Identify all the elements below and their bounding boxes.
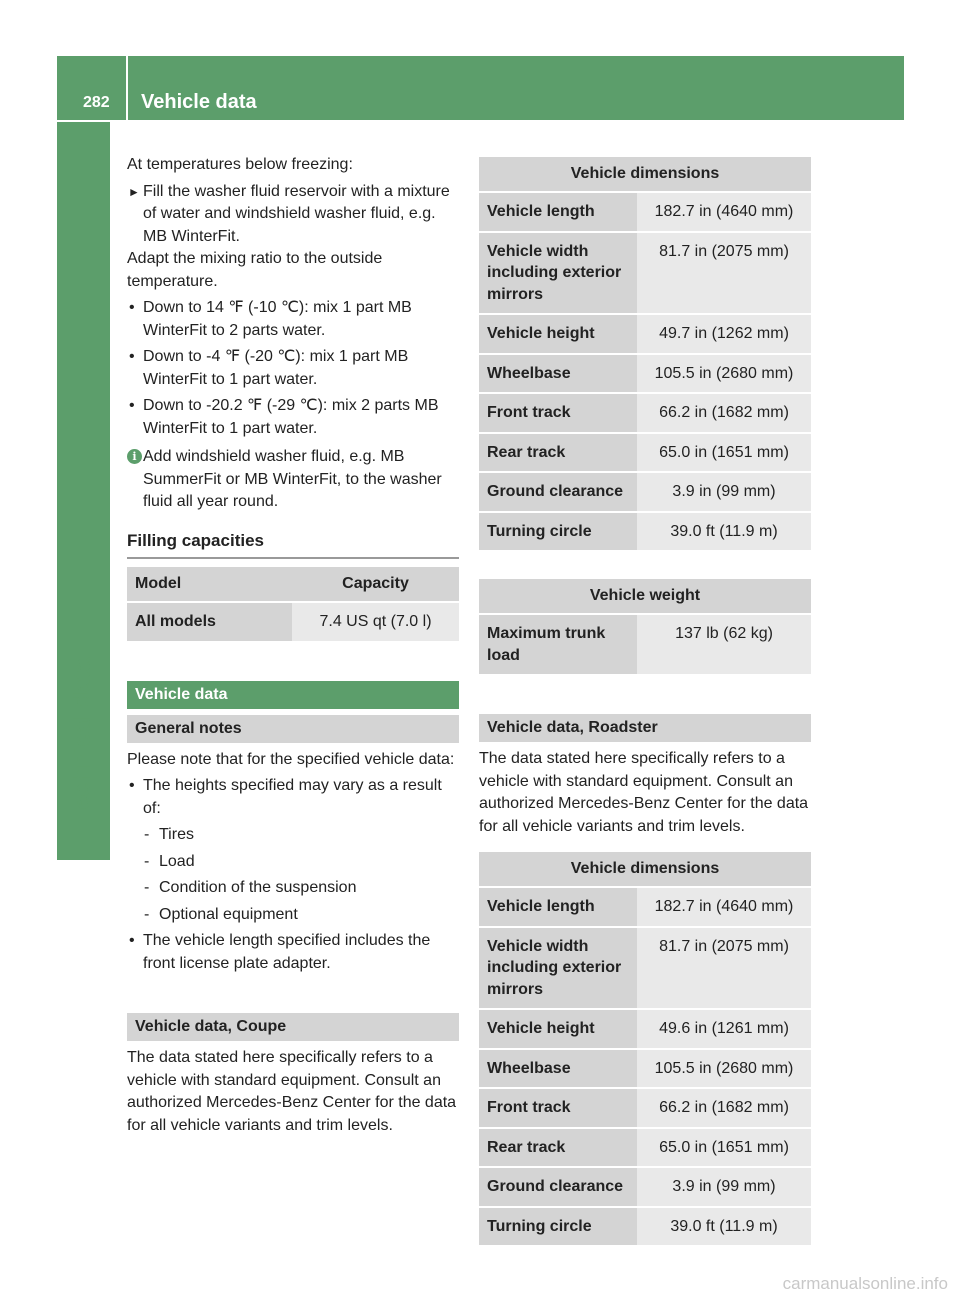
- table-row: [479, 888, 811, 926]
- roadster-heading: Vehicle data, Roadster: [479, 714, 811, 742]
- dimension-label: Vehicle width including exterior mirrors: [479, 928, 637, 1009]
- coupe-dimensions-title: Vehicle dimensions: [479, 157, 811, 191]
- dimension-value: 3.9 in (99 mm): [637, 1168, 811, 1206]
- dimension-value: 105.5 in (2680 mm): [637, 1050, 811, 1088]
- dimension-value: 65.0 in (1651 mm): [637, 1129, 811, 1167]
- coupe-weight-table: [479, 577, 811, 676]
- header-title: Vehicle data: [141, 91, 257, 113]
- dash-item: - Load: [144, 852, 195, 870]
- table-row: [479, 513, 811, 551]
- roadster-dimensions-title: Vehicle dimensions: [479, 852, 811, 886]
- dimension-value: 49.7 in (1262 mm): [637, 315, 811, 353]
- washer-bullet: • Down to 14 ℉ (‑10 ℃): mix 1 part MB WinterFit to 2 parts water.: [129, 299, 412, 339]
- footer-watermark: carmanualsonline.info: [782, 1274, 948, 1293]
- coupe-dimensions-table: [479, 155, 811, 552]
- dimension-label: Vehicle width including exterior mirrors: [479, 233, 637, 314]
- dimension-label: Rear track: [479, 434, 637, 472]
- dimension-label: Vehicle height: [479, 1010, 637, 1048]
- dimension-value: 81.7 in (2075 mm): [637, 928, 811, 1009]
- filling-capacities-title: Filling capacities: [127, 530, 459, 560]
- header-divider: [126, 56, 128, 120]
- dash-item: - Optional equipment: [144, 905, 298, 923]
- dimension-value: 65.0 in (1651 mm): [637, 434, 811, 472]
- roadster-dimensions-table: [479, 850, 811, 1247]
- dimension-value: 182.7 in (4640 mm): [637, 193, 811, 231]
- table-row: [479, 1168, 811, 1206]
- col-capacity: Capacity: [292, 567, 459, 601]
- washer-bullet: • Down to ‑20.2 ℉ (‑29 ℃): mix 2 parts MB WinterFit to 1 part water.: [129, 397, 439, 437]
- general-notes-heading: General notes: [127, 715, 459, 743]
- weight-value: 137 lb (62 kg): [637, 615, 811, 674]
- dimension-value: 182.7 in (4640 mm): [637, 888, 811, 926]
- washer-adapt: Adapt the mixing ratio to the outside temperature.: [127, 250, 383, 290]
- washer-bullet: • Down to ‑4 ℉ (‑20 ℃): mix 1 part MB WinterFit to 1 part water.: [129, 348, 409, 388]
- coupe-text: The data stated here specifically refers to a vehicle with standard equipment. Consult an authorized Mercedes-Benz Center for the data for all vehicle variants and trim levels.: [127, 1049, 457, 1134]
- table-row: [479, 434, 811, 472]
- dimension-label: Ground clearance: [479, 1168, 637, 1206]
- table-row: [479, 193, 811, 231]
- dimension-value: 105.5 in (2680 mm): [637, 355, 811, 393]
- dimension-label: Turning circle: [479, 1208, 637, 1246]
- row-capacity: 7.4 US qt (7.0 l): [292, 603, 459, 641]
- dimension-label: Ground clearance: [479, 473, 637, 511]
- filling-capacities-table: [127, 565, 459, 643]
- info-note: [127, 446, 459, 514]
- dimension-value: 66.2 in (1682 mm): [637, 394, 811, 432]
- page-number: 282: [83, 94, 110, 111]
- right-column: [479, 155, 811, 1247]
- dimension-label: Vehicle height: [479, 315, 637, 353]
- table-row: [479, 1129, 811, 1167]
- dimension-value: 39.0 ft (11.9 m): [637, 513, 811, 551]
- general-bullet: • The heights specified may vary as a result of:: [129, 777, 442, 817]
- table-row: [479, 1208, 811, 1246]
- roadster-text: The data stated here specifically refers to a vehicle with standard equipment. Consult an authorized Mercedes-Benz Center for the data for all vehicle variants and trim levels.: [479, 750, 809, 835]
- sidebar-label: Technical data: [69, 657, 96, 823]
- arrow-right-icon: ►: [128, 184, 140, 199]
- general-bullet: • The vehicle length specified includes the front license plate adapter.: [129, 932, 431, 972]
- table-row: [479, 394, 811, 432]
- washer-step-text: Fill the washer fluid reservoir with a mixture of water and windshield washer fluid, e.g. MB WinterFit.: [143, 182, 450, 245]
- weight-label: Maximum trunk load: [479, 615, 637, 674]
- dimension-value: 66.2 in (1682 mm): [637, 1089, 811, 1127]
- general-intro: Please note that for the specified vehicle data:: [127, 750, 455, 768]
- row-model: All models: [127, 603, 292, 641]
- table-row: [479, 1089, 811, 1127]
- dimension-label: Front track: [479, 394, 637, 432]
- page-header: [57, 56, 904, 120]
- table-row: [479, 1050, 811, 1088]
- dash-item: - Condition of the suspension: [144, 879, 357, 896]
- dimension-value: 3.9 in (99 mm): [637, 473, 811, 511]
- table-row: [479, 1010, 811, 1048]
- col-model: Model: [127, 567, 292, 601]
- table-row: [479, 315, 811, 353]
- dimension-label: Rear track: [479, 1129, 637, 1167]
- dimension-label: Vehicle length: [479, 888, 637, 926]
- coupe-weight-title: Vehicle weight: [479, 579, 811, 613]
- dimension-label: Wheelbase: [479, 1050, 637, 1088]
- info-text: Add windshield washer fluid, e.g. MB SummerFit or MB WinterFit, to the washer fluid all year round.: [143, 448, 442, 510]
- dimension-label: Wheelbase: [479, 355, 637, 393]
- washer-intro: At temperatures below freezing:: [127, 156, 353, 173]
- dimension-label: Turning circle: [479, 513, 637, 551]
- dash-item: - Tires: [144, 826, 194, 843]
- info-icon: i: [127, 449, 142, 464]
- coupe-heading: Vehicle data, Coupe: [127, 1013, 459, 1041]
- table-row: [479, 355, 811, 393]
- vehicle-data-heading: Vehicle data: [127, 681, 459, 709]
- left-column: [127, 154, 459, 1137]
- dimension-label: Vehicle length: [479, 193, 637, 231]
- table-row: [479, 233, 811, 314]
- dimension-value: 81.7 in (2075 mm): [637, 233, 811, 314]
- dimension-value: 49.6 in (1261 mm): [637, 1010, 811, 1048]
- dimension-value: 39.0 ft (11.9 m): [637, 1208, 811, 1246]
- washer-step: [127, 181, 459, 249]
- table-row: [479, 928, 811, 1009]
- table-row: [479, 473, 811, 511]
- dimension-label: Front track: [479, 1089, 637, 1127]
